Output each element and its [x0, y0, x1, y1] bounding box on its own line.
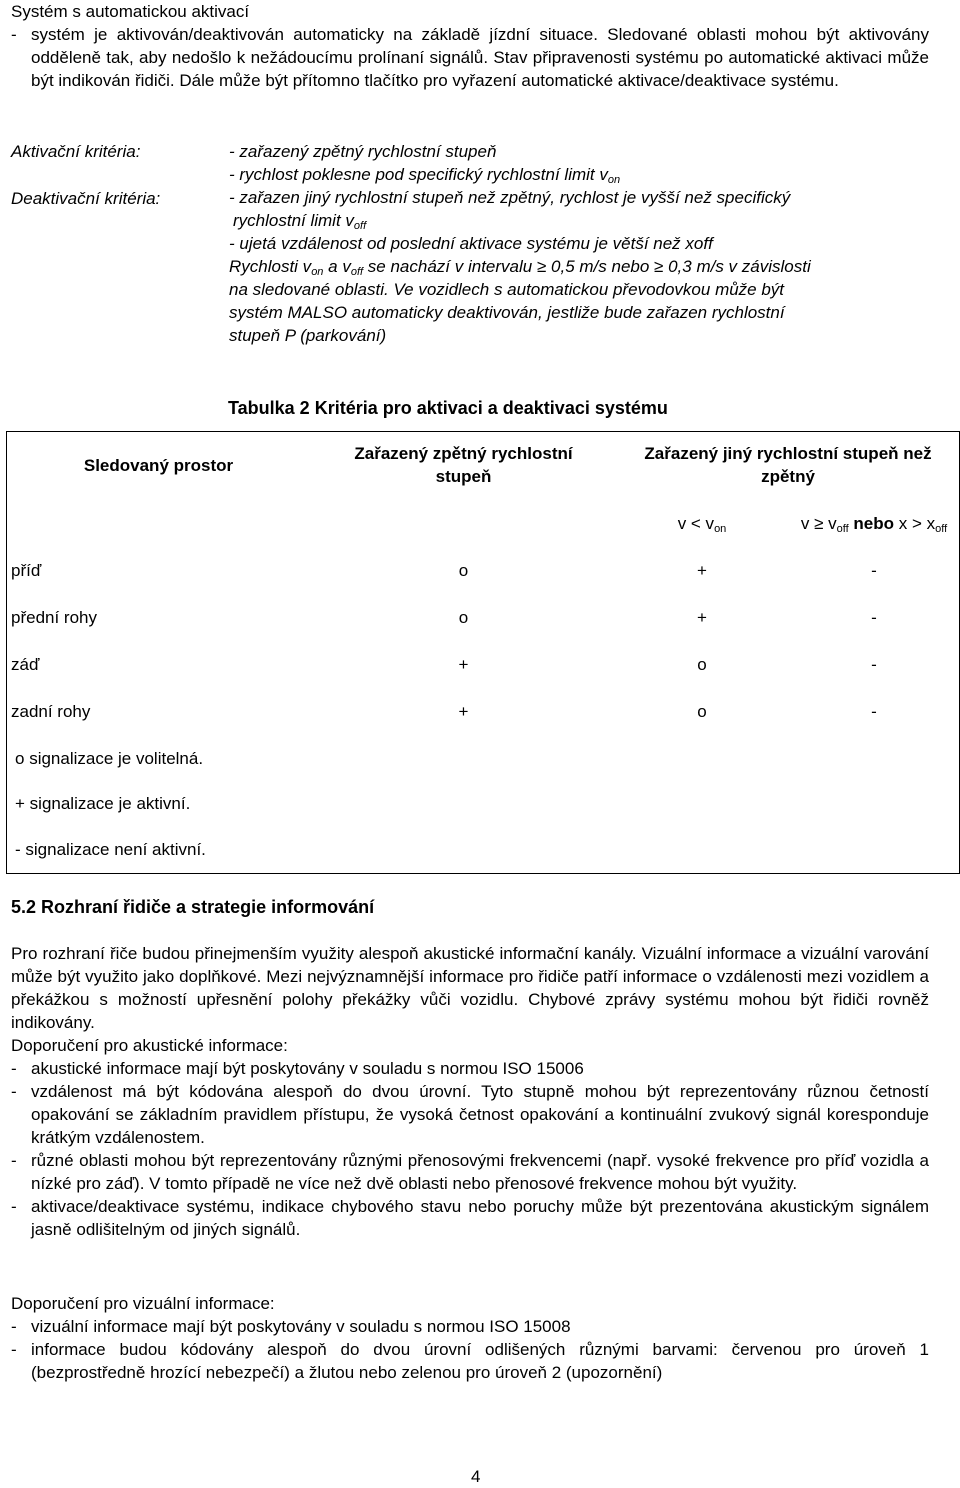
table-header-row: [6, 431, 960, 499]
list-item: - různé oblasti mohou být reprezentovány různými přenosovými frekvencemi (např. vysoké frekvence pro příď vozidla a nízké pro záď). V tomto případě ne více než dvě oblasti nebo přenosové frekvence mohou být využity.: [11, 1151, 929, 1193]
table-row: zadní rohy + o -: [11, 702, 877, 721]
legend-item-inactive: - signalizace není aktivní.: [15, 840, 206, 859]
list-item: - vizuální informace mají být poskytovány v souladu s normou ISO 15008: [11, 1317, 571, 1336]
activation-criterion-2: - rychlost poklesne pod specifický rychlostní limit $v_{on}$: [229, 165, 621, 186]
legend-item-active: + signalizace je aktivní.: [15, 794, 191, 813]
table-subheader-row: [6, 499, 960, 547]
visual-section: [11, 1292, 929, 1384]
list-item: - aktivace/deaktivace systému, indikace chybového stavu nebo poruchy může být prezentována akustickým signálem jasně odlišitelným od jiných signálů.: [11, 1197, 929, 1239]
table-row: přední rohy o + -: [11, 608, 877, 627]
visual-title: Doporučení pro vizuální informace:: [11, 1294, 275, 1313]
bullet-item: - systém je aktivován/deaktivován automaticky na základě jízdní situace. Sledované oblasti mohou být aktivovány odděleně tak, aby nedošlo k nežádoucímu prolínaní signálů. Stav připravenosti systému po automatické aktivaci může být indikován řidiči. Dále může být přítomno tlačítko pro vyřazení automatické aktivace/deaktivace systému.: [11, 25, 929, 90]
subheader-low-speed: $v < v_{on}$: [677, 513, 727, 535]
criteria-text: [229, 140, 939, 347]
bullet-text: systém je aktivován/deaktivován automaticky na základě jízdní situace. Sledované oblasti mohou být aktivovány odděleně tak, aby nedošlo k nežádoucímu prolínaní signálů. Stav připravenosti systému po automatické aktivaci může být indikován řidiči. Dále může být přítomno tlačítko pro vyřazení automatické aktivace/deaktivace systému.: [31, 25, 929, 90]
header-reverse-gear: Zařazený zpětný rychlostní stupeň: [354, 444, 573, 486]
automatic-gearbox-text-3: stupeň P (parkování): [229, 326, 387, 345]
legend-item-optional: o signalizace je volitelná.: [15, 749, 204, 768]
section-title: Systém s automatickou aktivací: [11, 2, 250, 21]
section-heading: 5.2 Rozhraní řidiče a strategie informování: [11, 897, 375, 917]
speed-interval-text-2: na sledované oblasti. Ve vozidlech s automatickou převodovkou může být: [229, 280, 785, 299]
deactivation-criterion-1: - zařazen jiný rychlostní stupeň než zpětný, rychlost je vyšší než specifický: [229, 188, 791, 207]
interface-section: [11, 942, 929, 1241]
criteria-table: [6, 431, 960, 735]
automatic-gearbox-text-2: systém MALSO automaticky deaktivován, jestliže bude zařazen rychlostní: [229, 303, 785, 322]
speed-interval-text: Rychlosti $v_{on}$ a $v_{off}$ se nachází v intervalu ≥ 0,5 m/s nebo ≥ 0,3 m/s v závislosti: [229, 257, 811, 278]
table-row: příď o + -: [11, 561, 877, 580]
header-monitored-area: Sledovaný prostor: [83, 455, 234, 475]
header-other-gear: Zařazený jiný rychlostní stupeň než zpětný: [644, 444, 932, 486]
table-caption: Tabulka 2 Kritéria pro aktivaci a deaktivaci systému: [228, 398, 668, 418]
subheader-high-speed: $v \ge v_{off}$ nebo $x > x_{off}$: [800, 513, 948, 535]
deactivation-criterion-1b: rychlostní limit $v_{off}$: [233, 211, 367, 232]
acoustic-title: Doporučení pro akustické informace:: [11, 1036, 288, 1055]
table-row: záď + o -: [11, 655, 877, 674]
interface-paragraph: Pro rozhraní řiče budou přinejmenším využity alespoň akustické informační kanály. Vizuální informace a vizuální varování může být využito jako doplňkové. Mezi nejvýznamnější informace pro řidiče patří informace o vzdálenosti mezi vozidlem a překážkou s možností upřesnění polohy překážky vůči vozidlu. Chybové zprávy systému mohou být řidiči rovněž indikovány.: [11, 944, 929, 1032]
deactivation-label: Deaktivační kritéria:: [11, 189, 161, 208]
page-number: 4: [471, 1467, 481, 1486]
list-item: - vzdálenost má být kódována alespoň do dvou úrovní. Tyto stupně mohou být reprezentovány různou četností opakování se základním pravidlem přístupu, že vysoká četnost opakování a kontinuální zvukový signál koresponduje krátkým vzdálenostem.: [11, 1082, 929, 1147]
list-item: - akustické informace mají být poskytovány v souladu s normou ISO 15006: [11, 1059, 584, 1078]
list-item: - informace budou kódovány alespoň do dvou úrovní odlišených různými barvami: červenou pro úroveň 1 (bezprostředně hrozící nebezpečí) a žlutou nebo zelenou pro úroveň 2 (upozornění): [11, 1340, 929, 1382]
activation-label: Aktivační kritéria:: [11, 142, 141, 161]
activation-criterion-1: - zařazený zpětný rychlostní stupeň: [229, 142, 497, 161]
automatic-activation-section: [11, 0, 929, 92]
deactivation-criterion-2: - ujetá vzdálenost od poslední aktivace systému je větší než xoff: [229, 234, 713, 253]
